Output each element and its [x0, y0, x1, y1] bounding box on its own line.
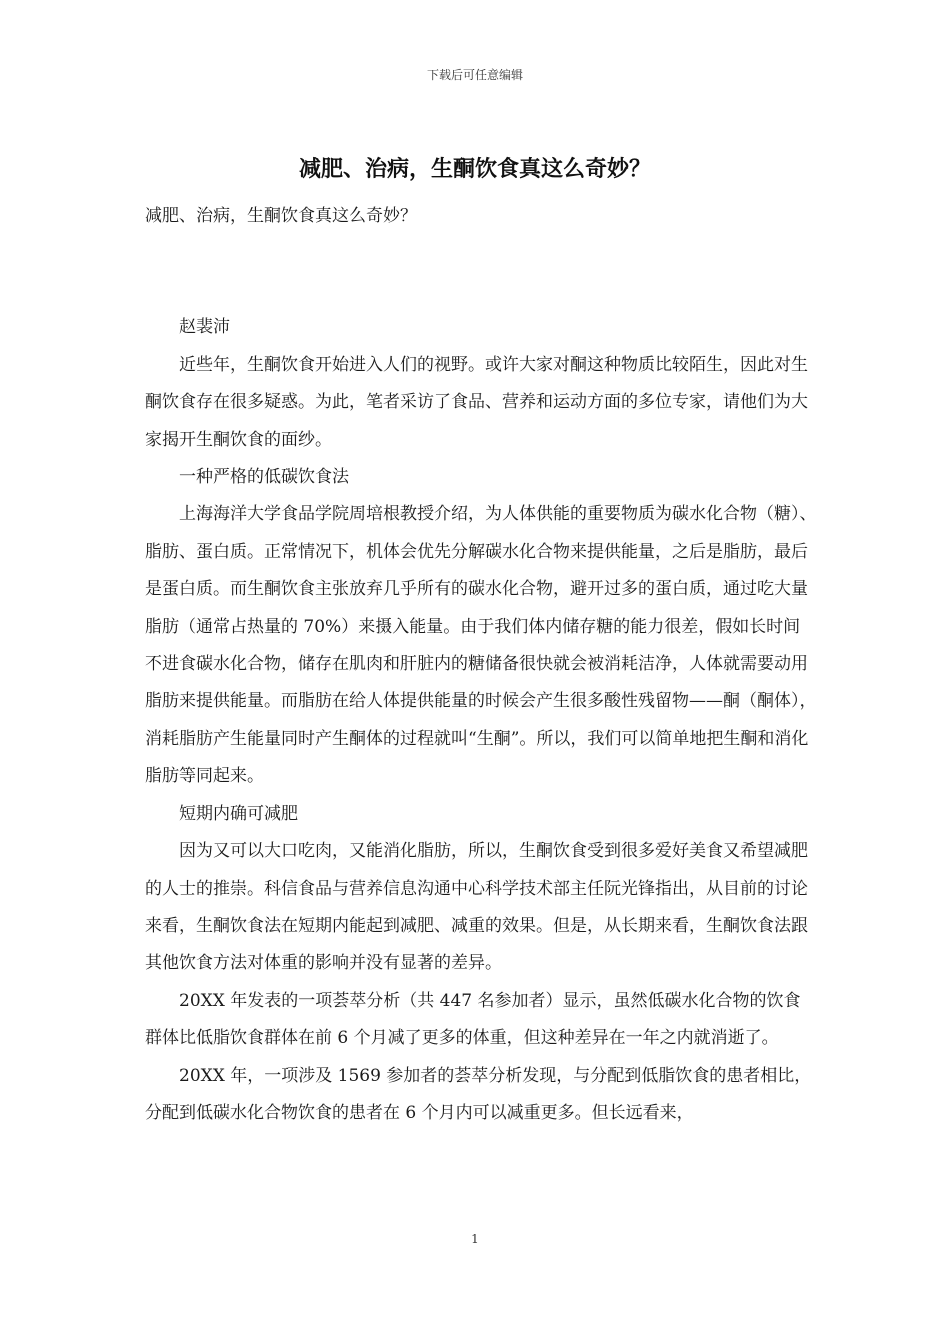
document-body — [145, 198, 817, 1132]
page-header-note: 下载后可任意编辑 — [426, 68, 523, 82]
spacer — [145, 235, 817, 309]
document-title: 减肥、治病，生酮饮食真这么奇妙？ — [298, 156, 651, 182]
paragraph: 20XX 年发表的一项荟萃分析（共 447 名参加者）显示，虽然低碳水化合物的饮食群体比低脂饮食群体在前 6 个月减了更多的体重，但这种差异在一年之内就消逝了。 — [145, 990, 801, 1049]
section-heading: 短期内确可减肥 — [179, 803, 298, 824]
author-line: 赵裴沛 — [179, 317, 230, 338]
paragraph: 近些年，生酮饮食开始进入人们的视野。或许大家对酮这种物质比较陌生，因此对生酮饮食存在很多疑惑。为此，笔者采访了食品、营养和运动方面的多位专家，请他们为大家揭开生酮饮食的面纱。 — [145, 354, 808, 450]
section-heading: 一种严格的低碳饮食法 — [179, 467, 349, 488]
paragraph: 20XX 年，一项涉及 1569 参加者的荟萃分析发现，与分配到低脂饮食的患者相比，分配到低碳水化合物饮食的患者在 6 个月内可以减重更多。但长远看来， — [145, 1065, 812, 1123]
paragraph: 因为又可以大口吃肉，又能消化脂肪，所以，生酮饮食受到很多爱好美食又希望减肥的人士的推崇。科信食品与营养信息沟通中心科学技术部主任阮光锋指出，从目前的讨论来看，生酮饮食法在短期内能起到减肥、减重的效果。但是，从长期来看，生酮饮食法跟其他饮食方法对体重的影响并没有显著的差异。 — [145, 841, 808, 974]
document-subtitle: 减肥、治病，生酮饮食真这么奇妙？ — [145, 206, 417, 226]
page-number: 1 — [471, 1232, 479, 1246]
paragraph: 上海海洋大学食品学院周培根教授介绍，为人体供能的重要物质为碳水化合物（糖）、脂肪、蛋白质。正常情况下，机体会优先分解碳水化合物来提供能量，之后是脂肪，最后是蛋白质。而生酮饮食主张放弃几乎所有的碳水化合物，避开过多的蛋白质，通过吃大量脂肪（通常占热量的 70%）来摄入能量。由于我们体内储存糖的能力很差，假如长时间不进食碳水化合物，储存在肌肉和肝脏内的糖储备很快就会被消耗洁净，人体就需要动用脂肪来提供能量。而脂肪在给人体提供能量的时候会产生很多酸性残留物——酮（酮体），消耗脂肪产生能量同时产生酮体的过程就叫“生酮”。所以，我们可以简单地把生酮和消化脂肪等同起来。 — [145, 504, 817, 787]
